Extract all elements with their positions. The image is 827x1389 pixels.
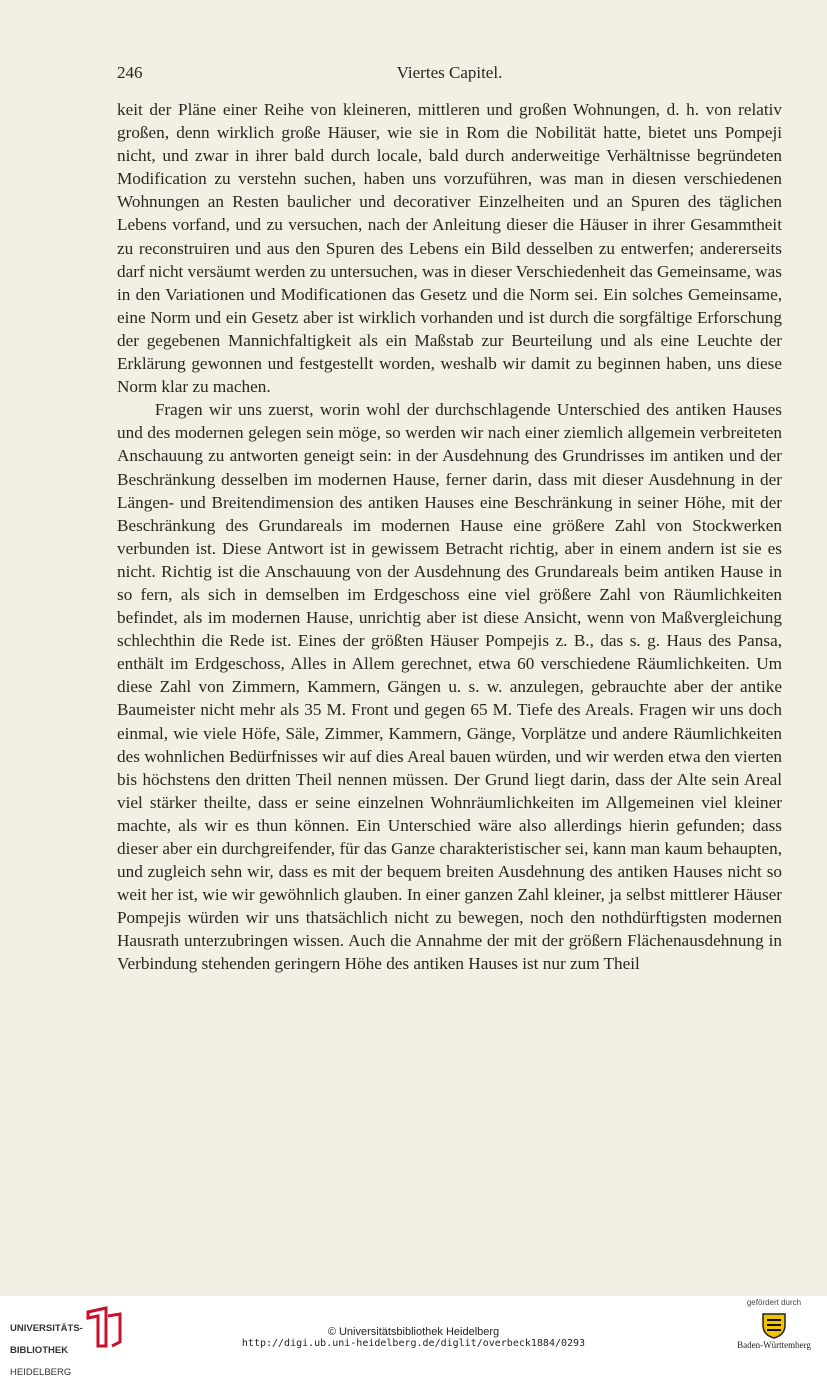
- copyright-text: © Universitätsbibliothek Heidelberg: [327, 1326, 500, 1338]
- library-logo-line2: BIBLIOTHEK: [10, 1345, 69, 1356]
- footer: [0, 1296, 827, 1378]
- paragraph-continuation: keit der Pläne einer Reihe von kleineren, mittleren und großen Wohnungen, d. h. von relativ großen, denn wirklich große Häuser, wie sie in Rom die Nobilität hatte, bietet uns Pompeji nicht, und zwar in ihrer bald durch locale, bald durch anderweitige Verhältnisse begründeten Modification zu verstehn suchen, haben uns vorzuführen, was man in diesen verschiedenen Wohnungen an Resten baulicher und decorativer Einzelheiten und an Spuren des täglichen Lebens vorfand, und zu versuchen, nach der Anleitung dieser die Häuser in ihrer Gesammtheit zu reconstruiren und aus den Spuren des Lebens ein Bild desselben zu entwerfen; andererseits darf nicht versäumt werden zu untersuchen, was in dieser Verschiedenheit das Gemeinsame, was in den Variationen und Modificationen das Gesetz und die Norm sei. Ein solches Gemeinsame, eine Norm und ein Gesetz aber ist wirklich vorhanden und ist durch die sorgfältige Erforschung der gegebenen Mannichfaltigkeit als ein Maßstab zur Beurteilung und als eine Leuchte der Erklärung gewonnen und festgestellt worden, weshalb wir damit zu beginnen haben, uns diese Norm klar zu machen.: [117, 100, 782, 397]
- running-head: [117, 63, 782, 87]
- library-logo-text: [10, 1312, 83, 1389]
- body-text: [117, 98, 782, 976]
- page-number: 246: [117, 63, 143, 82]
- permalink[interactable]: http://digi.ub.uni-heidelberg.de/diglit/overbeck1884/0293: [241, 1338, 586, 1349]
- library-logo-line3: HEIDELBERG: [10, 1367, 72, 1378]
- coat-of-arms-icon: [759, 1311, 789, 1339]
- chapter-title: Viertes Capitel.: [396, 63, 503, 82]
- sponsor-name: Baden-Württemberg: [737, 1340, 811, 1350]
- library-logo-line1: UNIVERSITÄTS-: [10, 1323, 83, 1334]
- sponsor-label: gefördert durch: [746, 1298, 802, 1307]
- library-logo[interactable]: [10, 1306, 120, 1378]
- library-mark-icon: [84, 1306, 124, 1348]
- sponsor-logo[interactable]: [729, 1298, 819, 1352]
- paragraph: Fragen wir uns zuerst, worin wohl der durchschlagende Unterschied des antiken Hauses und des modernen gelegen sein möge, so werden wir nach einer ziemlich allgemein verbreiteten Anschauung zu antworten geneigt sein: in der Ausdehnung des Grundrisses im antiken und der Beschränkung desselben im modernen Hause, ferner darin, dass mit dieser Ausdehnung in der Längen- und Breitendimension des antiken Hauses eine Beschränkung in seiner Höhe, mit der Beschränkung des Grundareals im modernen Hause eine größere Zahl von Stockwerken verbunden ist. Diese Antwort ist in gewissem Betracht richtig, aber in einem andern ist sie es nicht. Richtig ist die Anschauung von der Ausdehnung des Grundareals beim antiken Hause in so fern, als sich in demselben im Erdgeschoss eine viel größere Zahl von Räumlichkeiten befindet, als im modernen Hause, unrichtig aber ist diese Ansicht, wenn von Maßvergleichung schlechthin die Rede ist. Eines der größten Häuser Pompejis z. B., das s. g. Haus des Pansa, enthält im Erdgeschoss, Alles in Allem gerechnet, etwa 60 verschiedene Räumlichkeiten. Um diese Zahl von Zimmern, Kammern, Gängen u. s. w. anzulegen, gebrauchte aber der antike Baumeister nicht mehr als 35 M. Front und gegen 65 M. Tiefe des Areals. Fragen wir uns doch einmal, wie viele Höfe, Säle, Zimmer, Kammern, Gänge, Vorplätze und andere Räumlichkeiten des wohnlichen Bedürfnisses wir auf dies Areal bauen würden, und wir werden etwa den vierten bis höchstens den dritten Theil nennen müssen. Der Grund liegt darin, dass der Alte sein Areal viel stärker theilte, dass er seine einzelnen Wohnräumlichkeiten im Allgemeinen viel kleiner machte, als wir es thun können. Ein Unterschied wäre also allerdings hierin gefunden; dass dieser aber ein durchgreifender, für das Ganze charakteristischer sei, kann man kaum behaupten, und zugleich sehn wir, dass es mit der bequem breiten Ausdehnung des antiken Hauses nicht so weit her ist, wie wir gewöhnlich glauben. In einer ganzen Zahl kleiner, ja selbst mittlerer Häuser Pompejis würden wir uns thatsächlich nicht zu bewegen, noch den nothdürftigsten modernen Hausrath unterzubringen wissen. Auch die Annahme der mit der größern Flächenausdehnung in Verbindung stehenden geringern Höhe des antiken Hauses ist nur zum Theil: [117, 400, 782, 974]
- copyright: [200, 1326, 627, 1350]
